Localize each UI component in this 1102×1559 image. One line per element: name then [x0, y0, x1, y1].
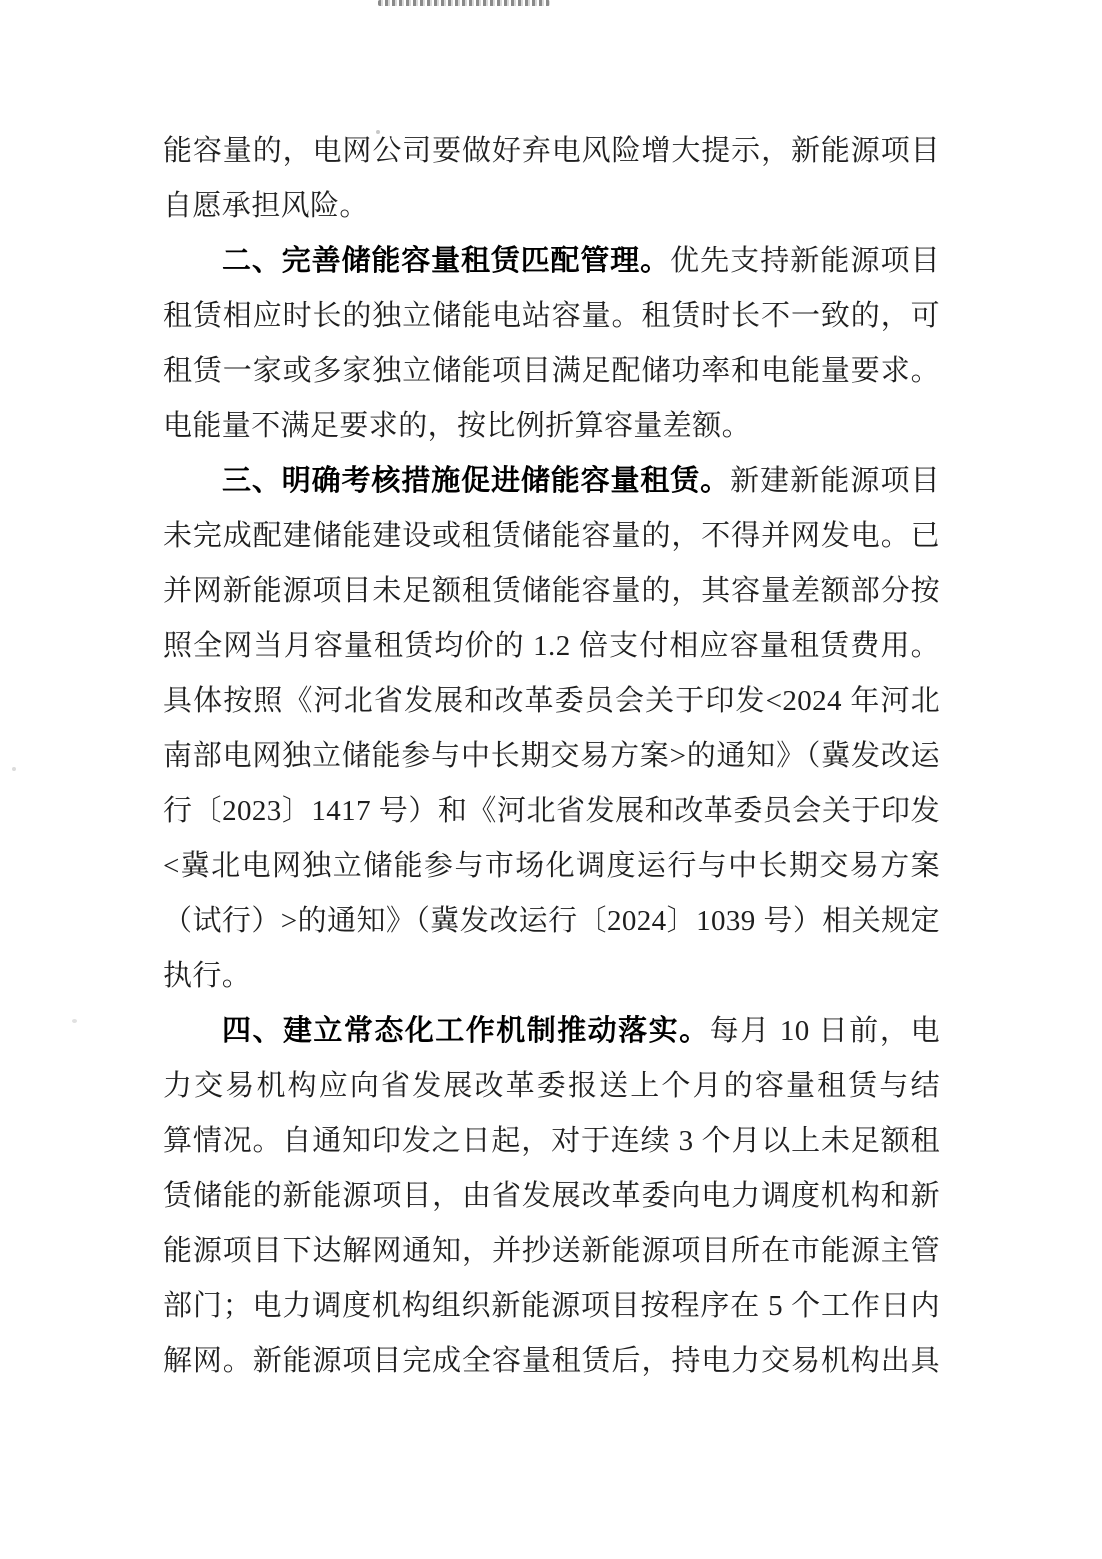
body-text: 力交易机构应向省发展改革委报送上个月的容量租赁与结 — [163, 1070, 940, 1102]
text-line — [163, 344, 940, 399]
body-text: 部门；电力调度机构组织新能源项目按程序在 5 个工作日内 — [163, 1290, 940, 1322]
text-line — [163, 1334, 940, 1389]
body-text: 每月 10 日前，电 — [709, 1015, 940, 1047]
text-line — [163, 839, 940, 894]
text-line — [163, 124, 940, 179]
text-line — [163, 674, 940, 729]
text-line — [163, 1169, 940, 1224]
body-text: 赁储能的新能源项目，由省发展改革委向电力调度机构和新 — [163, 1180, 940, 1212]
section-heading-text: 三、明确考核措施促进储能容量租赁。 — [222, 465, 731, 497]
section-heading-text: 二、完善储能容量租赁匹配管理。 — [222, 245, 671, 277]
body-text: 行〔2023〕1417 号）和《河北省发展和改革委员会关于印发 — [163, 795, 940, 827]
body-text: 能容量的，电网公司要做好弃电风险增大提示，新能源项目 — [163, 135, 940, 167]
body-text: 自愿承担风险。 — [163, 190, 369, 222]
text-line — [163, 289, 940, 344]
body-text: 未完成配建储能建设或租赁储能容量的，不得并网发电。已 — [163, 520, 940, 552]
text-line — [163, 619, 940, 674]
text-line — [163, 509, 940, 564]
body-text: 新建新能源项目 — [730, 465, 940, 497]
body-text: <冀北电网独立储能参与市场化调度运行与中长期交易方案 — [163, 850, 940, 882]
text-line — [163, 1059, 940, 1114]
body-text: 执行。 — [163, 960, 252, 992]
text-line — [163, 894, 940, 949]
text-line — [163, 564, 940, 619]
body-text: 解网。新能源项目完成全容量租赁后，持电力交易机构出具 — [163, 1345, 940, 1377]
text-line — [163, 179, 940, 234]
scan-artifact-speck — [12, 767, 16, 771]
body-text: 算情况。自通知印发之日起，对于连续 3 个月以上未足额租 — [163, 1125, 940, 1157]
body-text: 优先支持新能源项目 — [670, 245, 940, 277]
body-text: 具体按照《河北省发展和改革委员会关于印发<2024 年河北 — [163, 685, 940, 717]
text-line — [163, 1224, 940, 1279]
scan-artifact-top-streak — [378, 0, 550, 6]
text-line — [163, 729, 940, 784]
text-line — [163, 1279, 940, 1334]
text-line — [163, 1004, 940, 1059]
section-heading-text: 四、建立常态化工作机制推动落实。 — [222, 1015, 710, 1047]
body-text: 南部电网独立储能参与中长期交易方案>的通知》（冀发改运 — [163, 740, 940, 772]
body-text: 并网新能源项目未足额租赁储能容量的，其容量差额部分按 — [163, 575, 940, 607]
body-text: 照全网当月容量租赁均价的 1.2 倍支付相应容量租赁费用。 — [163, 630, 940, 662]
text-line — [163, 1114, 940, 1169]
text-line — [163, 399, 940, 454]
text-line — [163, 234, 940, 289]
body-text: 租赁相应时长的独立储能电站容量。租赁时长不一致的，可 — [163, 300, 940, 332]
text-line — [163, 949, 940, 1004]
document-lines — [163, 124, 940, 1389]
text-line — [163, 454, 940, 509]
scan-artifact-speck — [72, 1019, 77, 1023]
text-line — [163, 784, 940, 839]
body-text: 电能量不满足要求的，按比例折算容量差额。 — [163, 410, 752, 442]
body-text: （试行）>的通知》（冀发改运行〔2024〕1039 号）相关规定 — [163, 905, 940, 937]
body-text: 能源项目下达解网通知，并抄送新能源项目所在市能源主管 — [163, 1235, 940, 1267]
body-text: 租赁一家或多家独立储能项目满足配储功率和电能量要求。 — [163, 355, 940, 387]
